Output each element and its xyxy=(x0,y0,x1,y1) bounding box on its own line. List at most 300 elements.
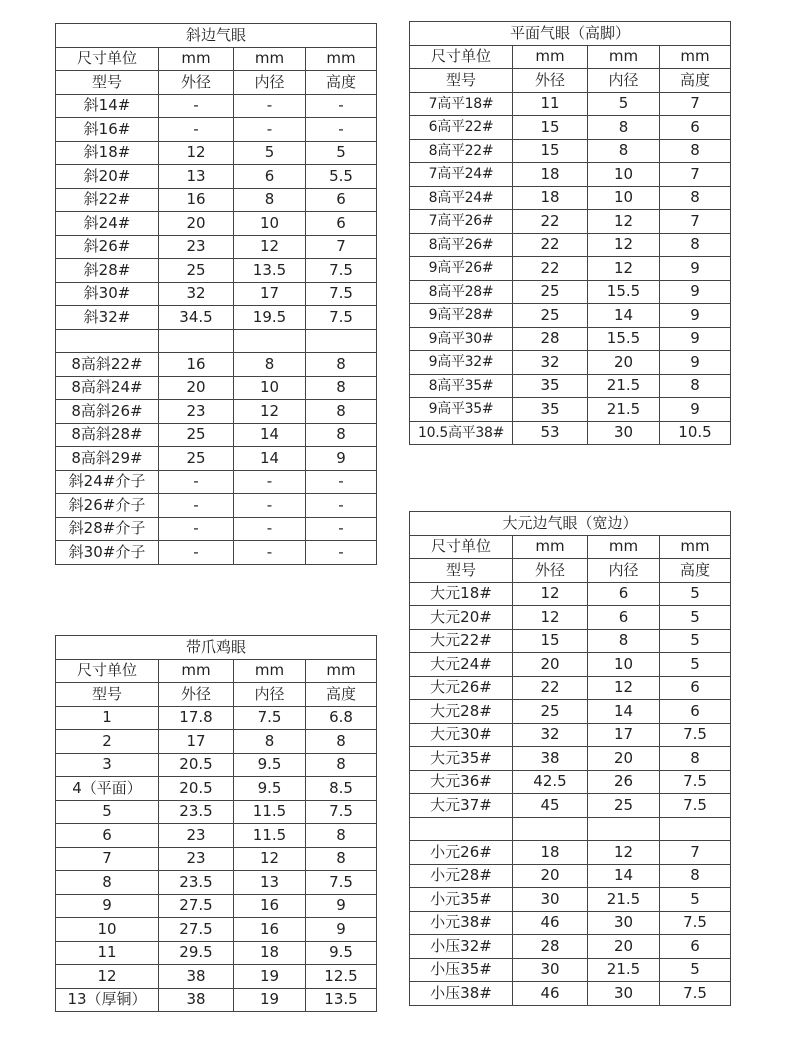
value-cell: 7 xyxy=(660,92,731,116)
value-cell: 7.5 xyxy=(660,723,731,747)
header-cell: 型号 xyxy=(56,683,159,707)
model-cell: 8高斜29# xyxy=(56,447,159,471)
value-cell: 46 xyxy=(513,982,588,1006)
value-cell: 20.5 xyxy=(159,753,234,777)
value-cell: 15.5 xyxy=(588,280,660,304)
table-row xyxy=(56,353,377,377)
value-cell: 12.5 xyxy=(306,965,377,989)
table-row xyxy=(410,304,731,328)
model-cell: 8高斜26# xyxy=(56,400,159,424)
model-cell: 7 xyxy=(56,847,159,871)
value-cell: 27.5 xyxy=(159,918,234,942)
value-cell: 8 xyxy=(660,747,731,771)
table-row xyxy=(56,730,377,754)
value-cell: 23 xyxy=(159,847,234,871)
value-cell: 38 xyxy=(159,988,234,1012)
model-cell: 6高平22# xyxy=(410,116,513,140)
header-cell: 外径 xyxy=(513,69,588,93)
value-cell: 5 xyxy=(306,141,377,165)
table-row xyxy=(56,470,377,494)
model-cell: 8 xyxy=(56,871,159,895)
value-cell: 5 xyxy=(660,888,731,912)
value-cell: 7.5 xyxy=(660,770,731,794)
table-row xyxy=(56,165,377,189)
table-row xyxy=(410,327,731,351)
value-cell: 17 xyxy=(159,730,234,754)
value-cell: 5 xyxy=(660,629,731,653)
value-cell: 23 xyxy=(159,824,234,848)
column-header-row xyxy=(56,683,377,707)
value-cell: 7 xyxy=(660,841,731,865)
table-title: 斜边气眼 xyxy=(56,24,377,48)
table-row xyxy=(56,800,377,824)
table-row xyxy=(410,794,731,818)
model-cell: 4（平面） xyxy=(56,777,159,801)
value-cell: 8 xyxy=(306,753,377,777)
header-cell: mm xyxy=(306,47,377,71)
header-cell: 内径 xyxy=(588,559,660,583)
table-row xyxy=(56,118,377,142)
header-cell: mm xyxy=(159,47,234,71)
model-cell: 8高平24# xyxy=(410,186,513,210)
value-cell: 6 xyxy=(588,582,660,606)
value-cell: 20 xyxy=(513,864,588,888)
value-cell: 25 xyxy=(513,304,588,328)
value-cell: 6.8 xyxy=(306,706,377,730)
model-cell: 8高平22# xyxy=(410,139,513,163)
model-cell: 小元38# xyxy=(410,911,513,935)
value-cell: 29.5 xyxy=(159,941,234,965)
table-row xyxy=(410,935,731,959)
table-row xyxy=(56,212,377,236)
value-cell: 6 xyxy=(660,935,731,959)
value-cell: 38 xyxy=(513,747,588,771)
value-cell: 8 xyxy=(588,139,660,163)
value-cell: 10.5 xyxy=(660,421,731,445)
value-cell xyxy=(588,817,660,841)
value-cell: 30 xyxy=(513,888,588,912)
table-row xyxy=(56,706,377,730)
value-cell: 20 xyxy=(159,212,234,236)
header-cell: mm xyxy=(159,659,234,683)
value-cell: 22 xyxy=(513,257,588,281)
value-cell: 35 xyxy=(513,374,588,398)
header-cell: mm xyxy=(513,45,588,69)
model-cell: 8高平28# xyxy=(410,280,513,304)
model-cell: 大元37# xyxy=(410,794,513,818)
table-row xyxy=(410,92,731,116)
value-cell: 21.5 xyxy=(588,374,660,398)
table-row xyxy=(410,958,731,982)
value-cell: 23 xyxy=(159,400,234,424)
value-cell: - xyxy=(306,517,377,541)
model-cell: 大元18# xyxy=(410,582,513,606)
value-cell: 21.5 xyxy=(588,888,660,912)
value-cell: 16 xyxy=(234,918,306,942)
header-cell: 外径 xyxy=(513,559,588,583)
value-cell: 22 xyxy=(513,210,588,234)
table-row xyxy=(56,965,377,989)
table-row xyxy=(410,653,731,677)
table-row xyxy=(410,582,731,606)
value-cell: - xyxy=(306,541,377,565)
model-cell: 小压35# xyxy=(410,958,513,982)
model-cell: 小元28# xyxy=(410,864,513,888)
value-cell: 18 xyxy=(513,841,588,865)
model-cell: 9高平30# xyxy=(410,327,513,351)
model-cell: 斜26#介子 xyxy=(56,494,159,518)
value-cell: 12 xyxy=(588,233,660,257)
model-cell: 5 xyxy=(56,800,159,824)
value-cell: 5 xyxy=(234,141,306,165)
value-cell: 9 xyxy=(660,257,731,281)
model-cell: 小压32# xyxy=(410,935,513,959)
table-row xyxy=(56,541,377,565)
value-cell: 11 xyxy=(513,92,588,116)
table-row xyxy=(410,629,731,653)
value-cell: 9 xyxy=(660,351,731,375)
header-cell: mm xyxy=(588,535,660,559)
value-cell: 8 xyxy=(306,400,377,424)
table-row xyxy=(56,753,377,777)
model-cell: 斜24# xyxy=(56,212,159,236)
claw-grommet-table xyxy=(55,635,377,1012)
model-cell: 斜18# xyxy=(56,141,159,165)
model-cell: 9 xyxy=(56,894,159,918)
value-cell: - xyxy=(234,541,306,565)
value-cell: 27.5 xyxy=(159,894,234,918)
value-cell: 42.5 xyxy=(513,770,588,794)
value-cell: 13.5 xyxy=(306,988,377,1012)
table-row xyxy=(56,824,377,848)
value-cell: 25 xyxy=(513,280,588,304)
header-cell: 尺寸单位 xyxy=(56,659,159,683)
table-row xyxy=(410,982,731,1006)
value-cell: 21.5 xyxy=(588,398,660,422)
value-cell: 8.5 xyxy=(306,777,377,801)
table-row xyxy=(56,400,377,424)
value-cell: 23.5 xyxy=(159,871,234,895)
value-cell: 25 xyxy=(159,447,234,471)
header-cell: 高度 xyxy=(306,71,377,95)
value-cell: 32 xyxy=(513,351,588,375)
value-cell: 6 xyxy=(234,165,306,189)
header-cell: mm xyxy=(588,45,660,69)
table-row xyxy=(56,494,377,518)
value-cell: 10 xyxy=(588,163,660,187)
value-cell: 17 xyxy=(234,282,306,306)
header-cell: mm xyxy=(306,659,377,683)
value-cell: 10 xyxy=(234,376,306,400)
table-row xyxy=(410,351,731,375)
value-cell: - xyxy=(234,470,306,494)
table-title-row xyxy=(410,512,731,536)
table-row xyxy=(410,911,731,935)
value-cell: 7 xyxy=(660,210,731,234)
value-cell: 7.5 xyxy=(660,794,731,818)
value-cell: 14 xyxy=(234,423,306,447)
model-cell: 8高平35# xyxy=(410,374,513,398)
table-row xyxy=(410,116,731,140)
value-cell: 30 xyxy=(588,421,660,445)
value-cell: 9 xyxy=(660,327,731,351)
value-cell: - xyxy=(159,541,234,565)
value-cell: 45 xyxy=(513,794,588,818)
value-cell: 7.5 xyxy=(306,282,377,306)
header-cell: mm xyxy=(660,535,731,559)
column-header-row xyxy=(410,69,731,93)
header-cell: 尺寸单位 xyxy=(410,45,513,69)
value-cell: 11.5 xyxy=(234,800,306,824)
value-cell: 16 xyxy=(159,188,234,212)
value-cell: 9 xyxy=(306,894,377,918)
value-cell: 16 xyxy=(234,894,306,918)
value-cell: 12 xyxy=(513,606,588,630)
header-cell: 内径 xyxy=(588,69,660,93)
model-cell: 9高平26# xyxy=(410,257,513,281)
value-cell: 9.5 xyxy=(234,753,306,777)
table-row xyxy=(410,257,731,281)
value-cell: - xyxy=(234,118,306,142)
value-cell: 20 xyxy=(588,747,660,771)
value-cell: 53 xyxy=(513,421,588,445)
model-cell xyxy=(56,329,159,353)
model-cell: 斜28#介子 xyxy=(56,517,159,541)
model-cell: 9高平32# xyxy=(410,351,513,375)
header-cell: 高度 xyxy=(306,683,377,707)
model-cell: 斜22# xyxy=(56,188,159,212)
value-cell: - xyxy=(306,118,377,142)
value-cell: - xyxy=(159,517,234,541)
model-cell: 7高平26# xyxy=(410,210,513,234)
table-row xyxy=(56,188,377,212)
unit-header-row xyxy=(410,535,731,559)
header-cell: mm xyxy=(234,47,306,71)
table-row xyxy=(410,163,731,187)
value-cell: 28 xyxy=(513,327,588,351)
model-cell: 斜30# xyxy=(56,282,159,306)
value-cell: 22 xyxy=(513,676,588,700)
value-cell: 12 xyxy=(588,841,660,865)
value-cell: 18 xyxy=(513,163,588,187)
header-cell: 内径 xyxy=(234,683,306,707)
value-cell: 15 xyxy=(513,629,588,653)
header-cell: 型号 xyxy=(410,69,513,93)
value-cell: 16 xyxy=(159,353,234,377)
table-title: 大元边气眼（宽边） xyxy=(410,512,731,536)
value-cell: 12 xyxy=(588,210,660,234)
table-row xyxy=(410,817,731,841)
model-cell: 斜32# xyxy=(56,306,159,330)
value-cell: 7.5 xyxy=(660,982,731,1006)
table-row xyxy=(410,398,731,422)
value-cell: - xyxy=(234,494,306,518)
table-row xyxy=(410,139,731,163)
unit-header-row xyxy=(410,45,731,69)
table-row xyxy=(410,280,731,304)
value-cell: 9.5 xyxy=(234,777,306,801)
value-cell: 8 xyxy=(234,730,306,754)
value-cell: 22 xyxy=(513,233,588,257)
value-cell: - xyxy=(159,118,234,142)
value-cell: 30 xyxy=(588,982,660,1006)
value-cell: 14 xyxy=(588,304,660,328)
value-cell: - xyxy=(234,94,306,118)
value-cell: 30 xyxy=(513,958,588,982)
value-cell: 18 xyxy=(234,941,306,965)
table-title-row xyxy=(410,22,731,46)
model-cell: 8高平26# xyxy=(410,233,513,257)
header-cell: 外径 xyxy=(159,683,234,707)
value-cell: 10 xyxy=(234,212,306,236)
table-row xyxy=(410,723,731,747)
value-cell: 8 xyxy=(588,629,660,653)
value-cell: 5 xyxy=(660,653,731,677)
header-cell: 型号 xyxy=(410,559,513,583)
table-row xyxy=(56,988,377,1012)
model-cell: 大元26# xyxy=(410,676,513,700)
table-row xyxy=(56,94,377,118)
header-cell: 高度 xyxy=(660,559,731,583)
value-cell: 6 xyxy=(660,116,731,140)
table-row xyxy=(410,186,731,210)
value-cell: 7 xyxy=(306,235,377,259)
slant-eyelet-table xyxy=(55,23,377,565)
value-cell: 23 xyxy=(159,235,234,259)
model-cell: 8高斜22# xyxy=(56,353,159,377)
value-cell xyxy=(306,329,377,353)
value-cell: 8 xyxy=(660,233,731,257)
value-cell: 32 xyxy=(159,282,234,306)
table-row xyxy=(56,306,377,330)
table-row xyxy=(56,517,377,541)
value-cell: 20.5 xyxy=(159,777,234,801)
value-cell: 13.5 xyxy=(234,259,306,283)
value-cell: 46 xyxy=(513,911,588,935)
header-cell: mm xyxy=(660,45,731,69)
value-cell: - xyxy=(234,517,306,541)
model-cell: 斜26# xyxy=(56,235,159,259)
table-row xyxy=(56,871,377,895)
value-cell: 7.5 xyxy=(234,706,306,730)
value-cell: 34.5 xyxy=(159,306,234,330)
value-cell: 17.8 xyxy=(159,706,234,730)
unit-header-row xyxy=(56,659,377,683)
table-row xyxy=(56,847,377,871)
value-cell: 8 xyxy=(306,730,377,754)
value-cell: 9.5 xyxy=(306,941,377,965)
table-title: 平面气眼（高脚） xyxy=(410,22,731,46)
value-cell: 5 xyxy=(660,582,731,606)
value-cell: 14 xyxy=(588,700,660,724)
table-row xyxy=(56,329,377,353)
value-cell: 13 xyxy=(159,165,234,189)
value-cell: 8 xyxy=(306,423,377,447)
value-cell: 12 xyxy=(234,235,306,259)
value-cell: 7.5 xyxy=(306,306,377,330)
value-cell: 11.5 xyxy=(234,824,306,848)
model-cell: 2 xyxy=(56,730,159,754)
value-cell: 15 xyxy=(513,139,588,163)
model-cell: 斜14# xyxy=(56,94,159,118)
model-cell: 大元20# xyxy=(410,606,513,630)
header-cell: mm xyxy=(513,535,588,559)
model-cell: 6 xyxy=(56,824,159,848)
value-cell: 18 xyxy=(513,186,588,210)
value-cell: 8 xyxy=(306,824,377,848)
header-cell: 内径 xyxy=(234,71,306,95)
value-cell: 6 xyxy=(660,676,731,700)
table-row xyxy=(56,376,377,400)
value-cell: 13 xyxy=(234,871,306,895)
value-cell xyxy=(513,817,588,841)
table-row xyxy=(410,374,731,398)
model-cell: 小元35# xyxy=(410,888,513,912)
value-cell: 7.5 xyxy=(660,911,731,935)
model-cell: 大元36# xyxy=(410,770,513,794)
value-cell: 9 xyxy=(660,398,731,422)
value-cell: 5 xyxy=(588,92,660,116)
table-row xyxy=(410,841,731,865)
table-title: 带爪鸡眼 xyxy=(56,636,377,660)
value-cell: 8 xyxy=(234,353,306,377)
value-cell: 20 xyxy=(159,376,234,400)
model-cell: 斜20# xyxy=(56,165,159,189)
value-cell xyxy=(159,329,234,353)
header-cell: 型号 xyxy=(56,71,159,95)
table-row xyxy=(56,918,377,942)
table-row xyxy=(56,141,377,165)
model-cell: 13（厚铜） xyxy=(56,988,159,1012)
value-cell: 10 xyxy=(588,186,660,210)
model-cell: 大元24# xyxy=(410,653,513,677)
value-cell xyxy=(660,817,731,841)
value-cell: 14 xyxy=(588,864,660,888)
model-cell: 9高平35# xyxy=(410,398,513,422)
value-cell: 8 xyxy=(660,186,731,210)
model-cell: 小元26# xyxy=(410,841,513,865)
model-cell: 12 xyxy=(56,965,159,989)
unit-header-row xyxy=(56,47,377,71)
value-cell: 8 xyxy=(588,116,660,140)
value-cell: 12 xyxy=(159,141,234,165)
header-cell: 高度 xyxy=(660,69,731,93)
value-cell: 17 xyxy=(588,723,660,747)
model-cell: 大元28# xyxy=(410,700,513,724)
value-cell: 7.5 xyxy=(306,871,377,895)
header-cell: 尺寸单位 xyxy=(410,535,513,559)
model-cell: 3 xyxy=(56,753,159,777)
header-cell: 尺寸单位 xyxy=(56,47,159,71)
table-title-row xyxy=(56,24,377,48)
table-row xyxy=(410,233,731,257)
value-cell: 23.5 xyxy=(159,800,234,824)
model-cell: 11 xyxy=(56,941,159,965)
value-cell: 32 xyxy=(513,723,588,747)
value-cell: 8 xyxy=(306,376,377,400)
table-row xyxy=(410,606,731,630)
header-cell: mm xyxy=(234,659,306,683)
value-cell: 9 xyxy=(660,304,731,328)
header-cell: 外径 xyxy=(159,71,234,95)
table-row xyxy=(56,282,377,306)
table-row xyxy=(56,259,377,283)
model-cell: 小压38# xyxy=(410,982,513,1006)
value-cell: 9 xyxy=(660,280,731,304)
value-cell: 5.5 xyxy=(306,165,377,189)
model-cell: 7高平18# xyxy=(410,92,513,116)
value-cell: 12 xyxy=(588,257,660,281)
